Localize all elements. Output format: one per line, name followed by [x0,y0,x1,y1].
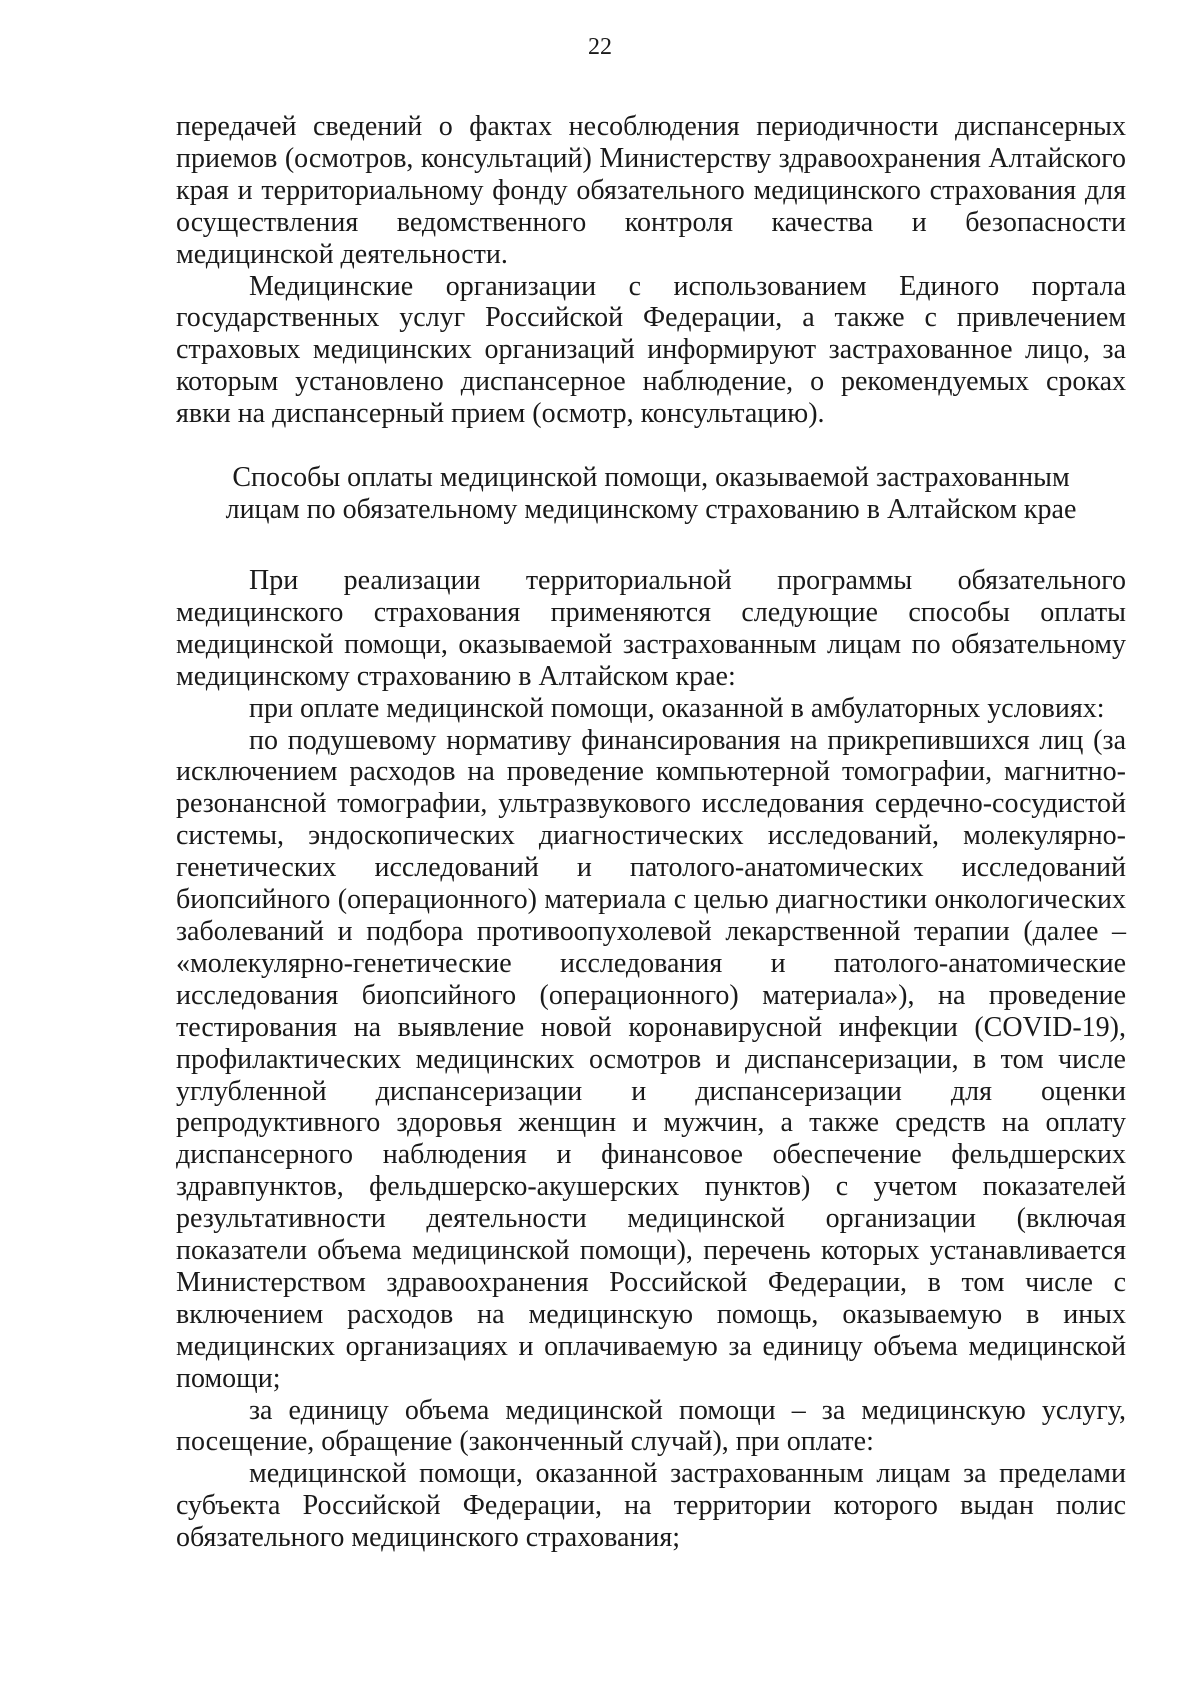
paragraph-per-capita-norm: по подушевому нормативу финансирования на прикрепившихся лиц (за исключением расходов на проведение компьютерной томографии, магнитно-резонансной томографии, ультразвукового исследования сердечно-сосудистой системы, эндоскопических диагностических исследований, молекулярно-генетических исследований и патолого-анатомических исследований биопсийного (операционного) материала с целью диагностики онкологических заболеваний и подбора противоопухолевой лекарственной терапии (далее – «молекулярно-генетические исследования и патолого-анатомические исследования биопсийного (операционного) материала»), на проведение тестирования на выявление новой коронавирусной инфекции (COVID-19), профилактических медицинских осмотров и диспансеризации, в том числе углубленной диспансеризации и диспансеризации для оценки репродуктивного здоровья женщин и мужчин, а также средств на оплату диспансерного наблюдения и финансовое обеспечение фельдшерских здравпунктов, фельдшерско-акушерских пунктов) с учетом показателей результативности деятельности медицинской организации (включая показатели объема медицинской помощи), перечень которых устанавливается Министерством здравоохранения Российской Федерации, в том числе с включением расходов на медицинскую помощь, оказываемую в иных медицинских организациях и оплачиваемую за единицу объема медицинской помощи; [176,724,1126,1394]
page-number: 22 [588,34,612,60]
paragraph-payment-methods-intro: При реализации территориальной программы обязательного медицинского страхования применяются следующие способы оплаты медицинской помощи, оказываемой застрахованным лицам по обязательному медицинскому страхованию в Алтайском крае: [176,565,1126,692]
section-heading [176,462,1126,526]
intro-text-block [176,111,1126,430]
section-heading-line-1: Способы оплаты медицинской помощи, оказываемой застрахованным [232,462,1070,493]
section-text-block [176,565,1126,1554]
paragraph-informing: Медицинские организации с использованием Единого портала государственных услуг Российской Федерации, а также с привлечением страховых медицинских организаций информируют застрахованное лицо, за которым установлено диспансерное наблюдение, о рекомендуемых сроках явки на диспансерный прием (осмотр, консультацию). [176,270,1126,430]
paragraph-unit-of-volume: за единицу объема медицинской помощи – за медицинскую услугу, посещение, обращение (законченный случай), при оплате: [176,1394,1126,1458]
paragraph-outside-region: медицинской помощи, оказанной застрахованным лицам за пределами субъекта Российской Федерации, на территории которого выдан полис обязательного медицинского страхования; [176,1458,1126,1554]
paragraph-ambulatory-conditions: при оплате медицинской помощи, оказанной в амбулаторных условиях: [249,692,1105,724]
section-heading-line-2: лицам по обязательному медицинскому страхованию в Алтайском крае [225,494,1077,525]
paragraph-continuation: передачей сведений о фактах несоблюдения периодичности диспансерных приемов (осмотров, консультаций) Министерству здравоохранения Алтайского края и территориальному фонду обязательного медицинского страхования для осуществления ведомственного контроля качества и безопасности медицинской деятельности. [176,111,1126,270]
